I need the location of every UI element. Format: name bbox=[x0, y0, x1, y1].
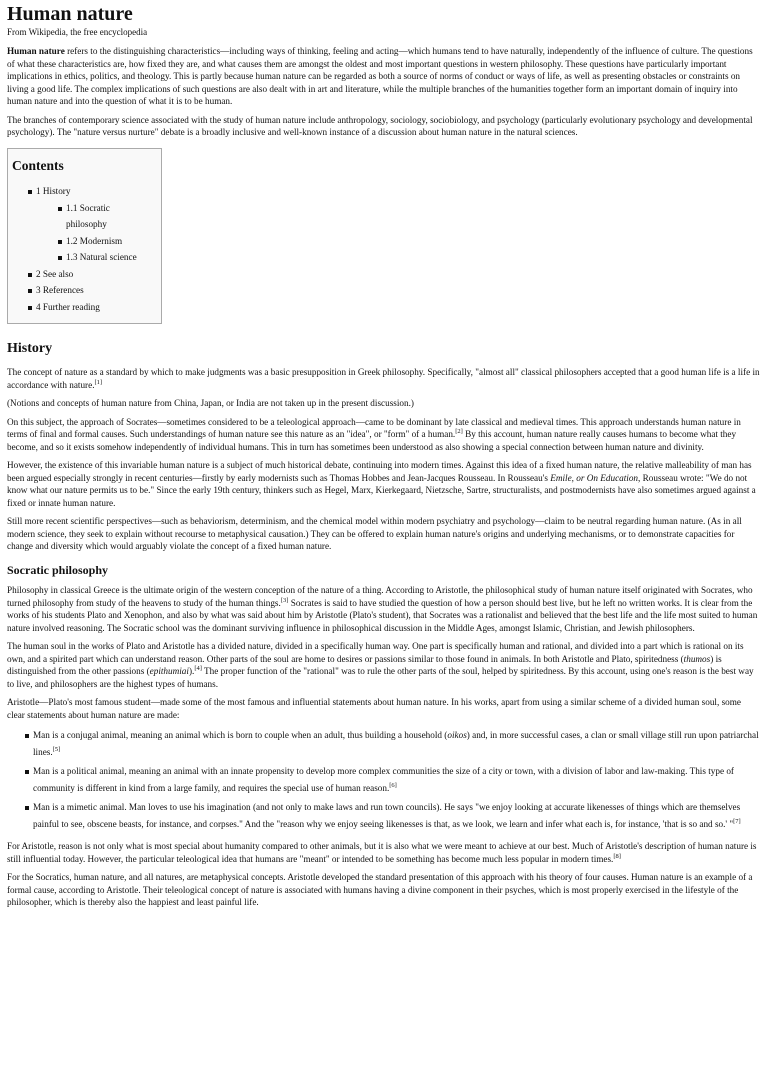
book-title: Emile, or On Education bbox=[550, 472, 639, 483]
toc-item-history[interactable]: 1 History 1.1 Socratic philosophy 1.2 Modernism 1.3 Natural science bbox=[28, 183, 158, 266]
section-heading-history: History bbox=[7, 341, 53, 357]
history-paragraph-5: Still more recent scientific perspectives—such as behaviorism, determinism, and the chemical model within modern psychiatry and psychology—claim to be neutral regarding human nature. (As in all modern science, they seek to explain without recourse to metaphysical causation.) They can be offered to explain human nature's origins and underlying mechanisms, or to demonstrate capacities for change and diversity which would arguably violate the concept of a fixed human nature. bbox=[7, 516, 742, 552]
citation-link[interactable]: [1] bbox=[94, 378, 103, 386]
toc-title: Contents bbox=[12, 157, 64, 173]
socratic-paragraph-3: Aristotle—Plato's most famous student—made some of the most famous and influential statements about human nature. In his works, apart from using a similar scheme of a divided human soul, some clear statements about human nature are made: bbox=[7, 697, 741, 720]
citation-link[interactable]: [4] bbox=[194, 665, 202, 673]
toc-item-socratic-philosophy[interactable]: 1.1 Socratic philosophy bbox=[58, 200, 158, 233]
toc-item-references[interactable]: 3 References bbox=[28, 282, 158, 299]
citation-link[interactable]: [6] bbox=[389, 782, 397, 790]
socratic-paragraph-4: For Aristotle, reason is not only what is most special about humanity compared to other animals, but it is also what we were meant to achieve at our best. Much of Aristotle's description of human nature is still influential today. However, the particular teleological idea that humans are "meant" or intended to be something has become much less popular in modern times.[8] bbox=[7, 841, 757, 864]
intro-paragraph-2: The branches of contemporary science associated with the study of human nature include anthropology, sociology, sociobiology, and psychology (particularly evolutionary psychology and developmental psychology). The "nature versus nurture" debate is a broadly inclusive and well-known instance of a discussion about human nature in the natural sciences. bbox=[7, 114, 753, 138]
citation-link[interactable]: [5] bbox=[52, 746, 61, 754]
list-item: Man is a mimetic animal. Man loves to use his imagination (and not only to make laws and run town councils). He says "we enjoy looking at accurate likenesses of things which are themselves painful to see, obscene beasts, for instance, and corpses." And the "reason why we enjoy seeing likenesses is that, as we look, we learn and infer what each is, for instance, 'that is so and so.' "[7] bbox=[25, 799, 761, 833]
toc-list bbox=[12, 183, 158, 315]
socratic-paragraph-1: Philosophy in classical Greece is the ultimate origin of the western conception of the nature of a thing. According to Aristotle, the philosophical study of human nature itself originated with Socrates, who turned philosophy from study of the heavens to study of the human things.[3] Socrates is said to have studied the question of how a person should best live, but he left no written works. It is clear from the works of his students Plato and Xenophon, and also by what was said about him by Aristotle (Plato's student), that Socrates was a rationalist and believed that the best life and the life most suited to human nature involved reasoning. The Socratic school was the dominant surviving influence in philosophical discussion in the Middle Ages, amongst Islamic, Christian, and Jewish philosophers. bbox=[7, 585, 758, 633]
history-paragraph-4: However, the existence of this invariable human nature is a subject of much historical debate, continuing into modern times. Against this idea of a fixed human nature, the relative malleability of man has been argued especially strongly in recent centuries—firstly by early modernists such as Thomas Hobbes and Jean-Jacques Rousseau. In Rousseau's Emile, or On Education, Rousseau wrote: "We do not know what our nature permits us to be." Since the early 19th century, thinkers such as Hegel, Marx, Kierkegaard, Nietzsche, Sartre, structuralists, and postmodernists have also sometimes argued against a fixed or innate human nature. bbox=[7, 460, 756, 508]
citation-link[interactable]: [2] bbox=[455, 428, 463, 436]
page-title: Human nature bbox=[7, 3, 133, 25]
history-paragraph-3: On this subject, the approach of Socrates—sometimes considered to be a teleological approach—came to be dominant by late classical and medieval times. This approach understands human nature in terms of final and formal causes. Such understandings of human nature see this nature as an "idea", or "form" of a human.[2] By this account, human nature really causes humans to become what they become, and so it exists somehow independently of individual humans. This in turn has sometimes been understood as also showing a special connection between human nature and divinity. bbox=[7, 416, 741, 452]
citation-link[interactable]: [8] bbox=[613, 852, 621, 860]
list-item: Man is a conjugal animal, meaning an animal which is born to couple when an adult, thus building a household (oikos) and, in more successful cases, a clan or small village still run upon patriarchal lines.[5] bbox=[25, 727, 761, 761]
tagline: From Wikipedia, the free encyclopedia bbox=[7, 27, 148, 37]
citation-link[interactable]: [7] bbox=[733, 818, 741, 826]
aristotle-statements-list bbox=[7, 727, 761, 833]
toc-item-see-also[interactable]: 2 See also bbox=[28, 266, 158, 283]
history-paragraph-1: The concept of nature as a standard by which to make judgments was a basic presupposition in Greek philosophy. Specifically, "almost all" classical philosophers accepted that a good human life is a life in accordance with nature.[1] bbox=[7, 367, 760, 390]
section-heading-socratic-philosophy: Socratic philosophy bbox=[7, 562, 109, 577]
intro-paragraph-1: Human nature refers to the distinguishing characteristics—including ways of thinking, feeling and acting—which humans tend to have naturally, independently of the influence of culture. The questions of what these characteristics are, how fixed they are, and what causes them are amongst the oldest and most important questions in western philosophy. These questions have particularly important implications in ethics, politics, and theology. This is partly because human nature can be regarded as both a source of norms of conduct or ways of life, as well as presenting obstacles or constraints on living a good life. The complex implications of such questions are also dealt with in art and literature, while the multiple branches of the humanities together form an important domain of inquiry into human nature and into the question of what it is to be human. bbox=[7, 46, 753, 107]
toc-item-modernism[interactable]: 1.2 Modernism bbox=[58, 233, 158, 250]
list-item: Man is a political animal, meaning an animal with an innate propensity to develop more complex communities the size of a city or town, with a division of labor and law-making. This type of community is different in kind from a large family, and requires the special use of human reason.[6] bbox=[25, 763, 761, 797]
table-of-contents bbox=[7, 148, 162, 324]
socratic-paragraph-5: For the Socratics, human nature, and all natures, are metaphysical concepts. Aristotle developed the standard presentation of this approach with his theory of four causes. Human nature is an example of a formal cause, according to Aristotle. Their teleological concept of nature is associated with humans having a divine component in their psyches, which is most properly exercised in the lifestyle of the philosopher, which is thereby also the happiest and least painful life. bbox=[7, 872, 753, 908]
intro-bold-term: Human nature bbox=[7, 46, 65, 57]
socratic-paragraph-2: The human soul in the works of Plato and Aristotle has a divided nature, divided in a specifically human way. One part is specifically human and rational, and divided into a part which is rational on its own, and a spirited part which can understand reason. Other parts of the soul are home to desires or passions similar to those found in animals. In both Aristotle and Plato, spiritedness (thumos) is distinguished from the other passions (epithumiai).[4] The proper function of the "rational" was to rule the other parts of the soul, helped by spiritedness. By this account, using one's reason is the best way to live, and philosophers are the highest types of humans. bbox=[7, 641, 754, 689]
toc-sublist-history bbox=[36, 200, 158, 266]
toc-item-further-reading[interactable]: 4 Further reading bbox=[28, 299, 158, 316]
history-paragraph-2: (Notions and concepts of human nature from China, Japan, or India are not taken up in the present discussion.) bbox=[7, 398, 414, 409]
citation-link[interactable]: [3] bbox=[280, 596, 289, 604]
toc-item-natural-science[interactable]: 1.3 Natural science bbox=[58, 249, 158, 266]
